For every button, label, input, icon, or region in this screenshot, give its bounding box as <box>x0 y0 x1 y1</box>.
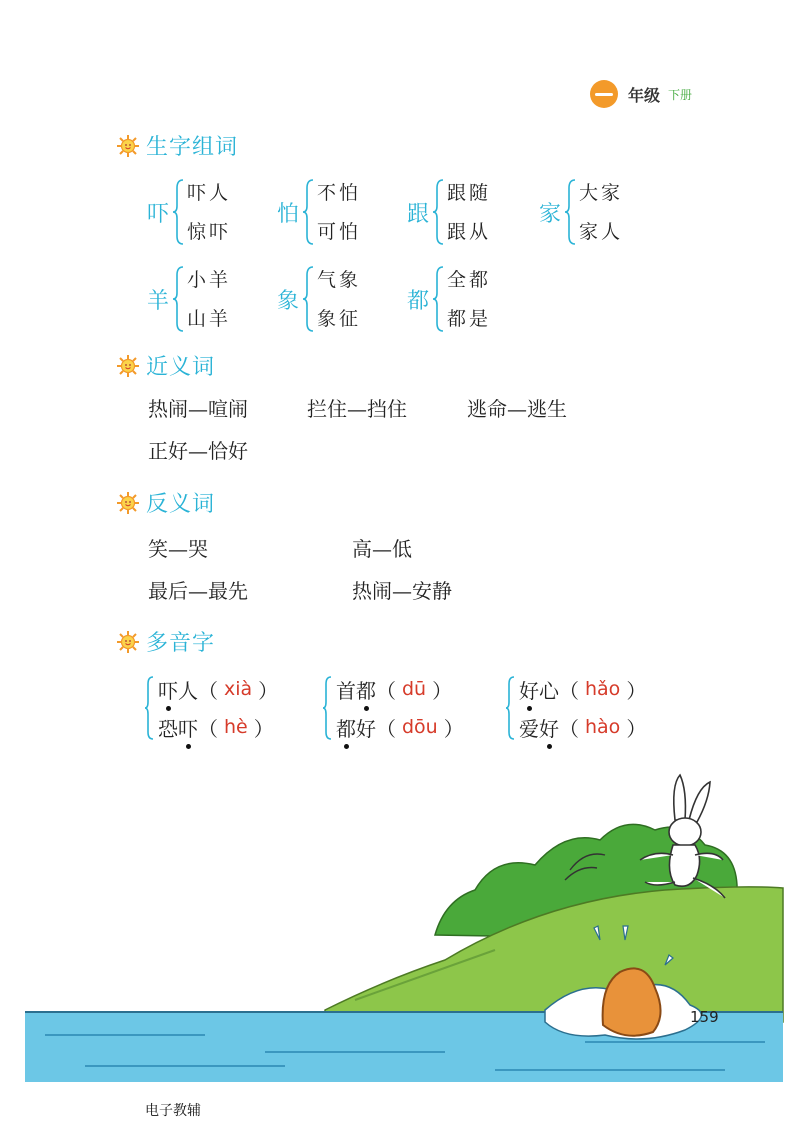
polyphone-line: 好 心 （ hǎo ） <box>519 676 646 702</box>
polyphone-char: 好 <box>519 675 539 704</box>
polyphone-char: 心 <box>539 678 559 703</box>
pinyin: dōu <box>402 716 438 738</box>
polyphone-char: 吓 <box>158 675 178 704</box>
polyphone-line: 都 好 （ dōu ） <box>336 714 464 740</box>
brace-icon <box>564 178 576 246</box>
group-head-char: 都 <box>406 288 429 314</box>
synonym-pair: 正好—恰好 <box>148 439 248 463</box>
synonym-pair: 热闹—喧闹 <box>148 397 248 421</box>
section-title-fanyi <box>116 487 215 518</box>
polyphone-char: 首 <box>336 678 356 703</box>
section-title-jinyi <box>116 350 215 381</box>
polyphone-line: 爱 好 （ hào ） <box>519 714 646 740</box>
volume-label: 下册 <box>668 87 693 102</box>
word-group <box>406 178 491 246</box>
group-head-char: 跟 <box>406 201 429 227</box>
group-head-char: 家 <box>538 201 561 227</box>
group-word: 惊吓 <box>187 220 232 243</box>
illustration-rabbit-stump <box>25 760 785 1090</box>
group-word: 可怕 <box>317 220 362 243</box>
polyphone-char: 都 <box>356 675 376 704</box>
group-word: 家人 <box>579 220 624 243</box>
pinyin: xià <box>224 678 253 700</box>
section-title-text: 多音字 <box>146 631 216 656</box>
polyphone-char: 人 <box>178 678 198 703</box>
antonym-pair: 最后—最先 <box>148 579 248 603</box>
footer-text: 电子教辅 <box>145 1103 201 1119</box>
grade-one-icon <box>590 80 618 108</box>
antonym-pair: 笑—哭 <box>148 537 208 561</box>
word-group <box>538 178 623 246</box>
brace-icon <box>322 675 332 741</box>
pinyin: dū <box>402 678 427 700</box>
word-group <box>276 265 361 333</box>
sun-icon <box>116 491 140 515</box>
sun-icon <box>116 354 140 378</box>
synonym-pair: 逃命—逃生 <box>467 397 567 421</box>
brace-icon <box>172 265 184 333</box>
polyphone-char: 好 <box>356 716 376 741</box>
brace-icon <box>432 265 444 333</box>
group-word: 山羊 <box>187 307 232 330</box>
group-word: 小羊 <box>187 268 232 291</box>
group-word: 跟随 <box>447 181 492 204</box>
polyphone-char: 吓 <box>178 713 198 742</box>
section-title-text: 反义词 <box>146 492 216 517</box>
brace-icon <box>302 178 314 246</box>
group-head-char: 怕 <box>276 201 299 227</box>
word-group <box>146 178 231 246</box>
section-title-text: 近义词 <box>146 355 216 380</box>
grade-label: 年级 <box>628 85 661 105</box>
group-word: 全都 <box>447 268 492 291</box>
page-number: 159 <box>690 1008 719 1026</box>
word-group <box>146 265 231 333</box>
group-head-char: 吓 <box>146 201 169 227</box>
polyphone-line: 吓 人 （ xià ） <box>158 676 278 702</box>
polyphone-char: 恐 <box>158 716 178 741</box>
group-word: 不怕 <box>317 181 362 204</box>
polyphone-char: 好 <box>539 713 559 742</box>
sun-icon <box>116 630 140 654</box>
section-title-text: 生字组词 <box>146 135 239 160</box>
grade-badge <box>590 80 692 108</box>
pinyin: hè <box>224 716 248 738</box>
group-word: 大家 <box>579 181 624 204</box>
polyphone-group <box>505 675 646 741</box>
brace-icon <box>172 178 184 246</box>
polyphone-line: 恐 吓 （ hè ） <box>158 714 278 740</box>
group-word: 吓人 <box>187 181 232 204</box>
polyphone-group <box>322 675 464 741</box>
section-title-shengzi <box>116 130 238 161</box>
group-word: 象征 <box>317 307 362 330</box>
group-word: 跟从 <box>447 220 492 243</box>
polyphone-group <box>144 675 278 741</box>
polyphone-line: 首 都 （ dū ） <box>336 676 464 702</box>
pinyin: hǎo <box>585 678 621 700</box>
synonym-pair: 拦住—挡住 <box>307 397 407 421</box>
sun-icon <box>116 134 140 158</box>
brace-icon <box>432 178 444 246</box>
section-title-duoyin <box>116 626 215 657</box>
polyphone-char: 爱 <box>519 716 539 741</box>
group-word: 都是 <box>447 307 492 330</box>
antonym-pair: 高—低 <box>352 537 412 561</box>
pinyin: hào <box>585 716 621 738</box>
polyphone-char: 都 <box>336 713 356 742</box>
group-head-char: 羊 <box>146 288 169 314</box>
brace-icon <box>144 675 154 741</box>
word-group <box>406 265 491 333</box>
group-head-char: 象 <box>276 288 299 314</box>
word-group <box>276 178 361 246</box>
brace-icon <box>505 675 515 741</box>
antonym-pair: 热闹—安静 <box>352 579 452 603</box>
group-word: 气象 <box>317 268 362 291</box>
brace-icon <box>302 265 314 333</box>
